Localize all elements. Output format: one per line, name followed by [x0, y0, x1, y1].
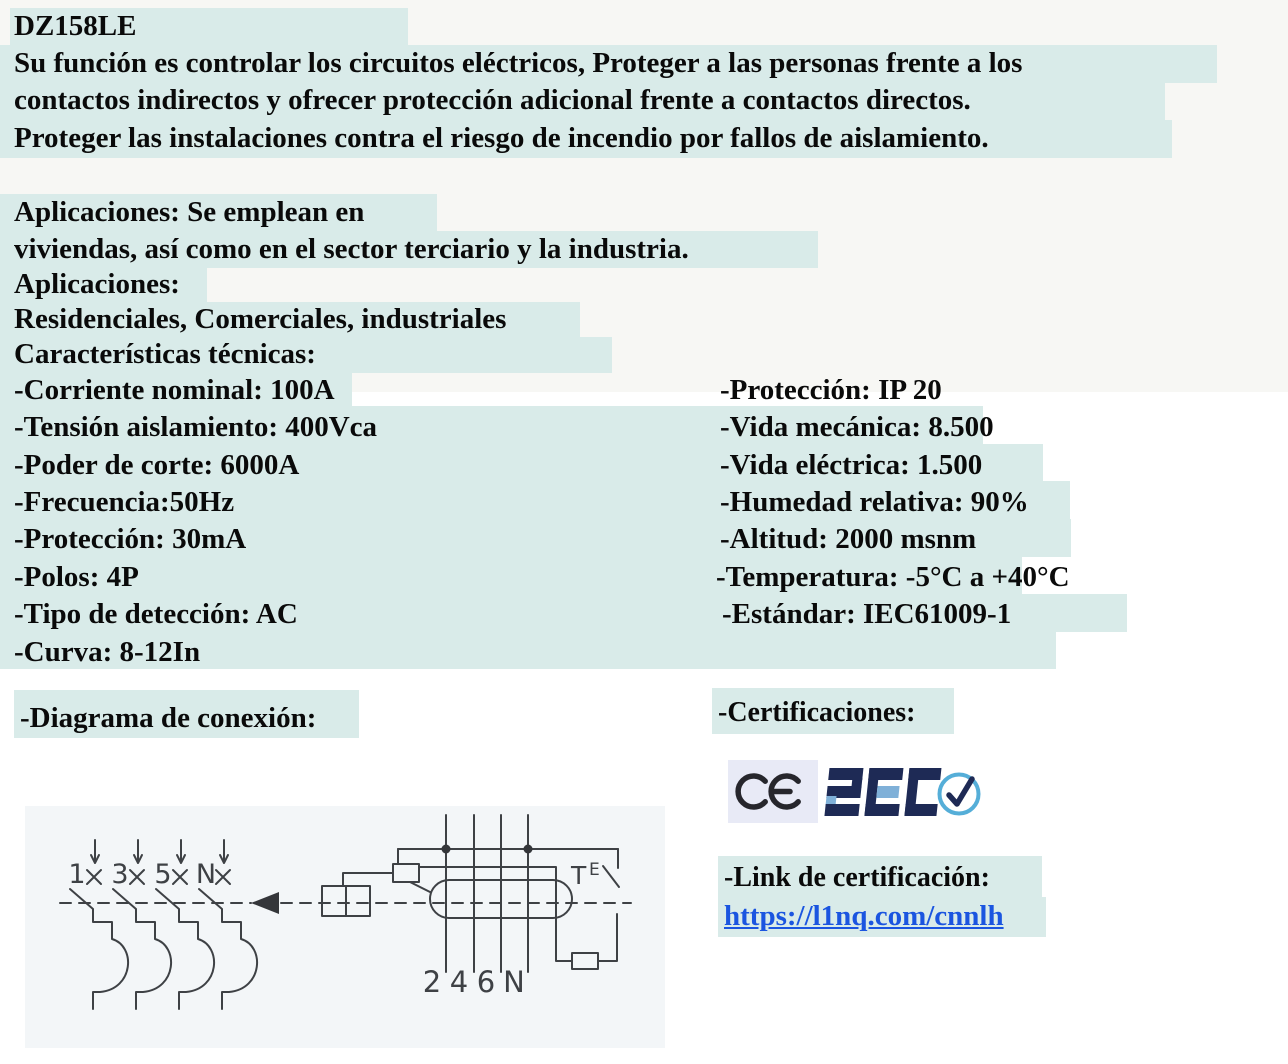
intro-line: Su función es controlar los circuitos eléctricos, Proteger a las personas frente a los: [14, 47, 1023, 79]
spec-left-item: -Tipo de detección: AC: [14, 598, 298, 630]
test-label-t: T: [571, 861, 587, 890]
page-title: DZ158LE: [14, 10, 137, 42]
pole-label: N: [195, 859, 217, 890]
spec-left-item: -Polos: 4P: [14, 561, 139, 593]
specs-heading: Características técnicas:: [14, 338, 316, 370]
application-line: viviendas, así como en el sector terciario y la industria.: [14, 233, 689, 265]
application-line: Residenciales, Comerciales, industriales: [14, 303, 507, 335]
cert-heading: -Certificaciones:: [718, 697, 916, 728]
spec-right-item: -Protección: IP 20: [720, 374, 942, 406]
connection-diagram: [25, 806, 665, 1048]
intro-line: contactos indirectos y ofrecer protección adicional frente a contactos directos.: [14, 84, 971, 116]
application-line: Aplicaciones: Se emplean en: [14, 196, 365, 228]
spec-left-item: -Corriente nominal: 100A: [14, 374, 335, 406]
sec-logo-icon: [822, 763, 984, 823]
spec-right-item: -Temperatura: -5°C a +40°C: [716, 561, 1070, 593]
bottom-label: 4: [449, 965, 469, 999]
ce-mark-icon: [728, 760, 818, 823]
application-line: Aplicaciones:: [14, 268, 180, 300]
pole-label: 5: [154, 859, 172, 890]
spec-right-item: -Altitud: 2000 msnm: [720, 523, 977, 555]
connection-diagram-panel: [25, 806, 665, 1048]
spec-left-item: -Tensión aislamiento: 400Vca: [14, 411, 378, 443]
spec-right-item: -Humedad relativa: 90%: [720, 486, 1029, 518]
pole-label: 1: [68, 859, 86, 890]
sec-logo-glyph: [822, 763, 984, 823]
spec-right-item: -Estándar: IEC61009-1: [722, 598, 1012, 630]
bottom-label: 2: [422, 965, 442, 999]
bottom-label: 6: [476, 965, 496, 999]
spec-left-item: -Curva: 8-12In: [14, 636, 201, 668]
ce-mark-glyph: [728, 760, 818, 823]
check-circle-icon: [940, 775, 979, 814]
cert-link[interactable]: https://l1nq.com/cnnlh: [724, 900, 1004, 932]
trip-arrow-icon: [251, 892, 279, 914]
diagram-heading: -Diagrama de conexión:: [20, 702, 317, 734]
link-heading: -Link de certificación:: [724, 862, 990, 893]
spec-left-item: -Frecuencia:50Hz: [14, 486, 235, 518]
spec-right-item: -Vida mecánica: 8.500: [720, 411, 994, 443]
spec-left-item: -Protección: 30mA: [14, 523, 247, 555]
bottom-label: N: [503, 965, 525, 999]
pole-label: 3: [111, 859, 129, 890]
intro-line: Proteger las instalaciones contra el riesgo de incendio por fallos de aislamiento.: [14, 122, 989, 154]
spec-left-item: -Poder de corte: 6000A: [14, 449, 300, 481]
test-label-e: E: [589, 860, 600, 880]
spec-right-item: -Vida eléctrica: 1.500: [720, 449, 983, 481]
